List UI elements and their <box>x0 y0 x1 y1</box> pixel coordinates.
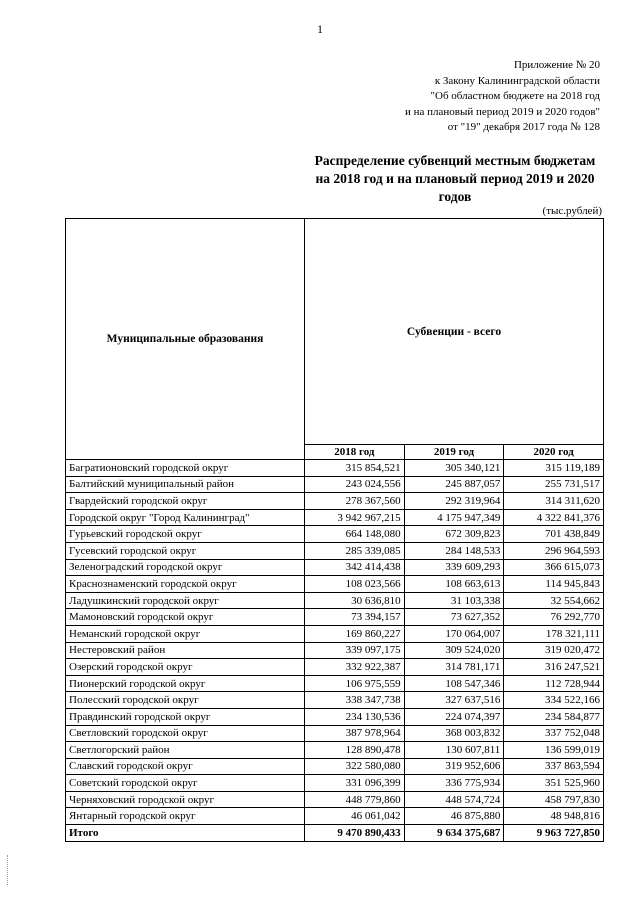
appendix-line: от "19" декабря 2017 года № 128 <box>447 121 600 133</box>
value-2020: 48 948,816 <box>504 808 604 825</box>
municipality-name: Гвардейский городской округ <box>66 493 305 510</box>
value-2018: 108 023,566 <box>305 576 405 593</box>
value-2019: 339 609,293 <box>404 559 504 576</box>
appendix-line: к Закону Калининградской области <box>434 74 600 87</box>
value-2020: 114 945,843 <box>504 576 604 593</box>
value-2018: 30 636,810 <box>305 592 405 609</box>
table-row <box>66 775 604 792</box>
header-municipal: Муниципальные образования <box>66 219 305 460</box>
document-title <box>300 152 610 206</box>
table-row <box>66 542 604 559</box>
value-2019: 130 607,811 <box>404 742 504 759</box>
municipality-name: Светловский городской округ <box>66 725 305 742</box>
value-2019: 4 175 947,349 <box>404 509 504 526</box>
municipality-name: Янтарный городской округ <box>66 808 305 825</box>
municipality-name: Мамоновский городской округ <box>66 609 305 626</box>
total-label: Итого <box>66 825 305 842</box>
value-2019: 31 103,338 <box>404 592 504 609</box>
value-2020: 319 020,472 <box>504 642 604 659</box>
table-row <box>66 592 604 609</box>
total-2018: 9 470 890,433 <box>305 825 405 842</box>
value-2019: 672 309,823 <box>404 526 504 543</box>
value-2019: 73 627,352 <box>404 609 504 626</box>
table-row <box>66 642 604 659</box>
value-2018: 331 096,399 <box>305 775 405 792</box>
page-number: 1 <box>317 22 323 36</box>
table-row <box>66 476 604 493</box>
value-2020: 366 615,073 <box>504 559 604 576</box>
total-2019: 9 634 375,687 <box>404 825 504 842</box>
value-2020: 334 522,166 <box>504 692 604 709</box>
value-2020: 701 438,849 <box>504 526 604 543</box>
value-2018: 243 024,556 <box>305 476 405 493</box>
value-2019: 108 663,613 <box>404 576 504 593</box>
table-row <box>66 460 604 477</box>
table-row <box>66 493 604 510</box>
table-row <box>66 659 604 676</box>
value-2018: 338 347,738 <box>305 692 405 709</box>
header-subventions: Субвенции - всего <box>305 219 604 445</box>
table-row <box>66 692 604 709</box>
value-2018: 339 097,175 <box>305 642 405 659</box>
municipality-name: Неманский городской округ <box>66 625 305 642</box>
municipality-name: Славский городской округ <box>66 758 305 775</box>
municipality-name: Полесский городской округ <box>66 692 305 709</box>
municipality-name: Черняховский городской округ <box>66 791 305 808</box>
municipality-name: Нестеровский район <box>66 642 305 659</box>
value-2018: 387 978,964 <box>305 725 405 742</box>
value-2020: 234 584,877 <box>504 708 604 725</box>
municipality-name: Светлогорский район <box>66 742 305 759</box>
appendix-line: Приложение № 20 <box>513 59 600 71</box>
value-2018: 128 890,478 <box>305 742 405 759</box>
table-row <box>66 708 604 725</box>
subventions-table <box>65 218 604 842</box>
title-line: на 2018 год и на плановый период 2019 и 2020 <box>315 171 595 186</box>
value-2020: 316 247,521 <box>504 659 604 676</box>
table-row <box>66 625 604 642</box>
table-row <box>66 758 604 775</box>
value-2018: 106 975,559 <box>305 675 405 692</box>
value-2018: 278 367,560 <box>305 493 405 510</box>
value-2020: 458 797,830 <box>504 791 604 808</box>
value-2020: 112 728,944 <box>504 675 604 692</box>
value-2020: 255 731,517 <box>504 476 604 493</box>
value-2018: 342 414,438 <box>305 559 405 576</box>
header-year-2019: 2019 год <box>404 445 504 460</box>
table-row <box>66 725 604 742</box>
value-2018: 73 394,157 <box>305 609 405 626</box>
value-2018: 46 061,042 <box>305 808 405 825</box>
value-2018: 664 148,080 <box>305 526 405 543</box>
appendix-line: и на плановый период 2019 и 2020 годов" <box>404 105 600 118</box>
total-row <box>66 825 604 842</box>
municipality-name: Гусевский городской округ <box>66 542 305 559</box>
value-2019: 46 875,880 <box>404 808 504 825</box>
table-body <box>66 460 604 842</box>
table-row <box>66 509 604 526</box>
table-row <box>66 791 604 808</box>
total-2020: 9 963 727,850 <box>504 825 604 842</box>
table-row <box>66 526 604 543</box>
value-2020: 351 525,960 <box>504 775 604 792</box>
value-2020: 314 311,620 <box>504 493 604 510</box>
value-2020: 4 322 841,376 <box>504 509 604 526</box>
scan-artifact <box>7 855 9 885</box>
table-row <box>66 675 604 692</box>
municipality-name: Балтийский муниципальный район <box>66 476 305 493</box>
value-2019: 327 637,516 <box>404 692 504 709</box>
header-year-2020: 2020 год <box>504 445 604 460</box>
value-2018: 332 922,387 <box>305 659 405 676</box>
value-2019: 336 775,934 <box>404 775 504 792</box>
table-row <box>66 576 604 593</box>
table-row <box>66 609 604 626</box>
value-2020: 337 863,594 <box>504 758 604 775</box>
table-row <box>66 742 604 759</box>
value-2018: 285 339,085 <box>305 542 405 559</box>
value-2020: 76 292,770 <box>504 609 604 626</box>
value-2020: 32 554,662 <box>504 592 604 609</box>
value-2018: 315 854,521 <box>305 460 405 477</box>
value-2019: 448 574,724 <box>404 791 504 808</box>
title-line: Распределение субвенций местным бюджетам <box>314 153 596 168</box>
municipality-name: Советский городской округ <box>66 775 305 792</box>
value-2019: 305 340,121 <box>404 460 504 477</box>
value-2019: 170 064,007 <box>404 625 504 642</box>
value-2019: 108 547,346 <box>404 675 504 692</box>
table-row <box>66 808 604 825</box>
value-2019: 224 074,397 <box>404 708 504 725</box>
value-2018: 169 860,227 <box>305 625 405 642</box>
municipality-name: Зеленоградский городской округ <box>66 559 305 576</box>
value-2020: 178 321,111 <box>504 625 604 642</box>
value-2018: 322 580,080 <box>305 758 405 775</box>
value-2019: 245 887,057 <box>404 476 504 493</box>
appendix-line: "Об областном бюджете на 2018 год <box>430 90 600 102</box>
municipality-name: Ладушкинский городской округ <box>66 592 305 609</box>
table-row <box>66 559 604 576</box>
municipality-name: Пионерский городской округ <box>66 675 305 692</box>
value-2018: 448 779,860 <box>305 791 405 808</box>
municipality-name: Озерский городской округ <box>66 659 305 676</box>
value-2019: 314 781,171 <box>404 659 504 676</box>
value-2019: 309 524,020 <box>404 642 504 659</box>
title-line: годов <box>438 189 472 204</box>
value-2019: 284 148,533 <box>404 542 504 559</box>
value-2019: 319 952,606 <box>404 758 504 775</box>
value-2018: 3 942 967,215 <box>305 509 405 526</box>
municipality-name: Краснознаменский городской округ <box>66 576 305 593</box>
value-2020: 136 599,019 <box>504 742 604 759</box>
units-label: (тыс.рублей) <box>542 205 602 217</box>
value-2020: 296 964,593 <box>504 542 604 559</box>
municipality-name: Багратионовский городской округ <box>66 460 305 477</box>
value-2019: 292 319,964 <box>404 493 504 510</box>
header-year-2018: 2018 год <box>305 445 405 460</box>
municipality-name: Гурьевский городской округ <box>66 526 305 543</box>
value-2019: 368 003,832 <box>404 725 504 742</box>
value-2020: 315 119,189 <box>504 460 604 477</box>
municipality-name: Правдинский городской округ <box>66 708 305 725</box>
appendix-block <box>405 58 600 136</box>
value-2020: 337 752,048 <box>504 725 604 742</box>
municipality-name: Городской округ "Город Калининград" <box>66 509 305 526</box>
value-2018: 234 130,536 <box>305 708 405 725</box>
